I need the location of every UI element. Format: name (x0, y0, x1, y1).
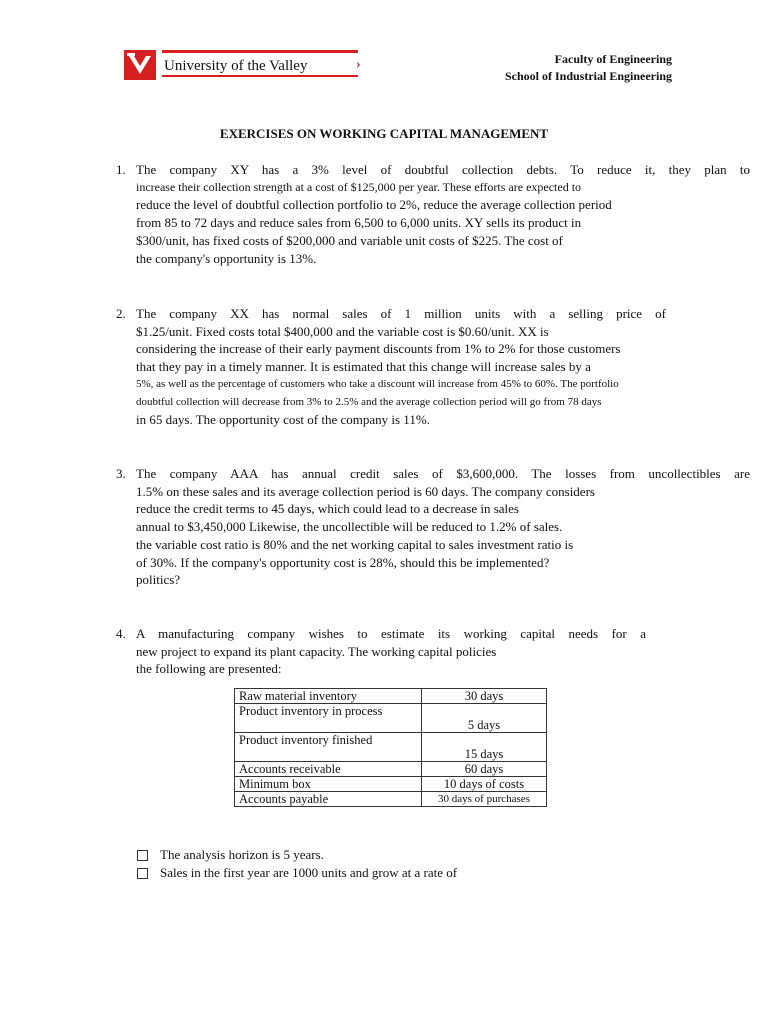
table-row (235, 792, 547, 807)
policy-item: Accounts payable (235, 792, 422, 807)
university-name: University of the Valley (164, 58, 308, 74)
policy-value: 5 days (422, 704, 547, 733)
page-title: EXERCISES ON WORKING CAPITAL MANAGEMENT (219, 126, 549, 141)
faculty-block (505, 51, 672, 85)
exercise-line: doubtful collection will decrease from 3% to 2.5% and the average collection period will go from 78 days (136, 395, 602, 408)
table-row (235, 689, 547, 704)
exercise-line: The company XY has a 3% level of doubtful collection debts. To reduce it, they plan to (136, 162, 750, 177)
exercise-line: reduce the level of doubtful collection portfolio to 2%, reduce the average collection period (136, 197, 612, 213)
logo-top-bar (162, 50, 358, 53)
exercise-line: reduce the credit terms to 45 days, which could lead to a decrease in sales (136, 501, 519, 517)
checkbox-bullet-icon (137, 850, 148, 861)
exercise-line: annual to $3,450,000 Likewise, the uncollectible will be reduced to 1.2% of sales. (136, 519, 563, 535)
exercise-line: $1.25/unit. Fixed costs total $400,000 and the variable cost is $0.60/unit. XX is (136, 323, 549, 339)
table-row (235, 704, 547, 733)
exercise-line: the company's opportunity is 13%. (136, 250, 317, 266)
exercise-line: The company AAA has annual credit sales of $3,600,000. The losses from uncollectibles are (136, 466, 750, 481)
policy-value: 10 days of costs (422, 777, 547, 792)
exercise-line: 1.5% on these sales and its average collection period is 60 days. The company considers (136, 483, 595, 499)
logo-underline (162, 75, 358, 77)
exercise-line: new project to expand its plant capacity. The working capital policies (136, 643, 497, 659)
exercise-line: politics? (136, 572, 181, 588)
policy-value: 30 days (422, 689, 547, 704)
checkbox-bullet-icon (137, 868, 148, 879)
university-shield-icon (124, 50, 156, 80)
policy-item: Minimum box (235, 777, 422, 792)
exercise-line: in 65 days. The opportunity cost of the company is 11%. (136, 412, 430, 428)
exercise-line: $300/unit, has fixed costs of $200,000 and variable unit costs of $225. The cost of (136, 232, 563, 248)
list-item (137, 864, 457, 882)
policy-item: Accounts receivable (235, 762, 422, 777)
exercise-number: 1. (116, 162, 126, 177)
assumption-list (137, 846, 457, 882)
exercise-line: considering the increase of their early payment discounts from 1% to 2% for those customers (136, 341, 621, 357)
exercise-line: the variable cost ratio is 80% and the net working capital to sales investment ratio is (136, 536, 574, 552)
exercise-line: increase their collection strength at a cost of $125,000 per year. These efforts are expected to (136, 179, 582, 194)
university-logo (124, 48, 364, 82)
list-item-text: The analysis horizon is 5 years. (160, 847, 324, 862)
exercise-line: 5%, as well as the percentage of customers who take a discount will increase from 45% to 60%. The portfolio (136, 377, 619, 390)
faculty-name: Faculty of Engineering (554, 52, 672, 66)
exercise-line: the following are presented: (136, 661, 282, 677)
exercise-number: 4. (116, 626, 126, 641)
logo-mark-accent: › (356, 57, 361, 72)
list-item-text: Sales in the first year are 1000 units and grow at a rate of (160, 865, 458, 880)
exercise-number: 2. (116, 306, 126, 321)
exercise-line: from 85 to 72 days and reduce sales from 6,500 to 6,000 units. XY sells its product in (136, 215, 582, 231)
school-name: School of Industrial Engineering (504, 69, 672, 83)
policy-item: Raw material inventory (235, 689, 422, 704)
policy-item: Product inventory finished (235, 733, 422, 762)
working-capital-policy-table (234, 688, 547, 807)
exercise-number: 3. (116, 466, 126, 481)
exercise-line: that they pay in a timely manner. It is estimated that this change will increase sales by a (136, 359, 591, 375)
table-row (235, 777, 547, 792)
exercise-line: of 30%. If the company's opportunity cost is 28%, should this be implemented? (136, 554, 550, 570)
policy-value: 60 days (422, 762, 547, 777)
table-row (235, 762, 547, 777)
list-item (137, 846, 457, 864)
table-row (235, 733, 547, 762)
policy-value: 15 days (422, 733, 547, 762)
exercise-line: A manufacturing company wishes to estimate its working capital needs for a (136, 626, 646, 641)
exercise-line: The company XX has normal sales of 1 million units with a selling price of (136, 306, 666, 321)
policy-value: 30 days of purchases (422, 792, 547, 807)
policy-item: Product inventory in process (235, 704, 422, 733)
